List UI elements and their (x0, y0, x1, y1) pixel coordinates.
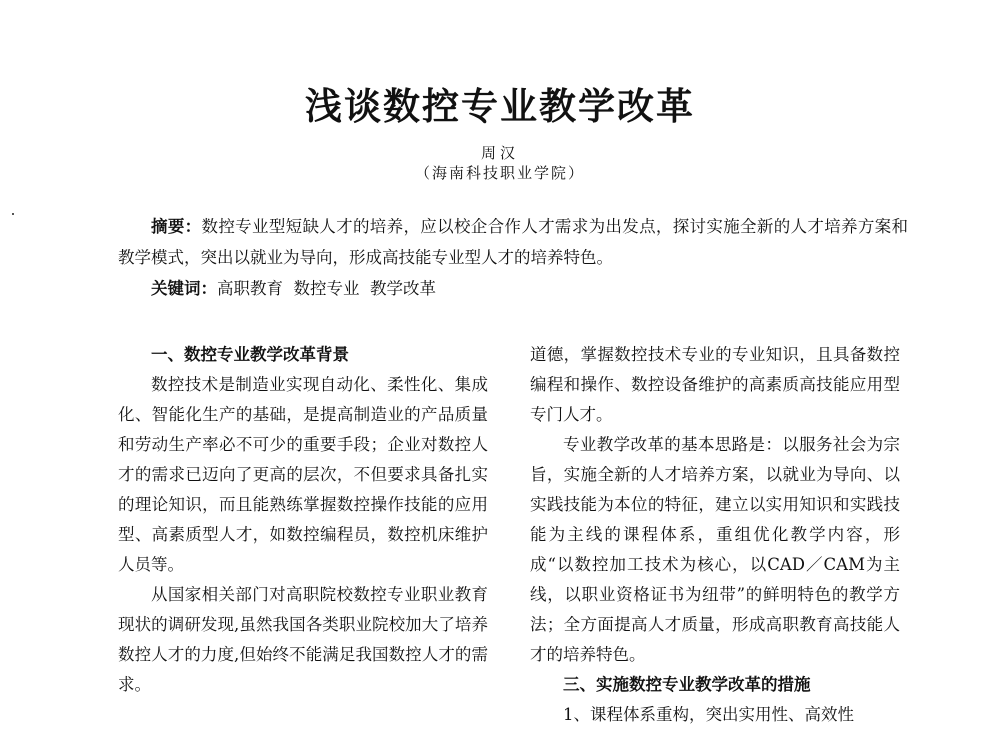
paragraph-reform-idea: 专业教学改革的基本思路是：以服务社会为宗旨，实施全新的人才培养方案，以就业为导向、以实践技能为本位的特征，建立以实用知识和实践技能为主线的课程体系，重组优化教学内容，形成“以数控加工技术为核心，以CAD／CAM为主线，以职业资格证书为纽带”的鲜明特色的教学方法；全方面提高人才质量，形成高职教育高技能人才的培养特色。 (530, 435, 900, 664)
left-column (118, 340, 488, 700)
scan-speck (12, 213, 14, 215)
paragraph-survey: 从国家相关部门对高职院校数控专业职业教育现状的调研发现,虽然我国各类职业院校加大了培养数控人才的力度,但始终不能满足我国数控人才的需求。 (118, 585, 488, 694)
keywords-label: 关键词： (151, 279, 217, 298)
abstract-label: 摘要： (151, 217, 202, 236)
subsection-heading-1: 1、课程体系重构，突出实用性、高效性 (563, 705, 854, 724)
paragraph-background: 数控技术是制造业实现自动化、柔性化、集成化、智能化生产的基础，是提高制造业的产品质量和劳动生产率必不可少的重要手段；企业对数控人才的需求已迈向了更高的层次，不但要求具备扎实的理论知识，而且能熟练掌握数控操作技能的应用型、高素质型人才，如数控编程员，数控机床维护人员等。 (118, 375, 488, 574)
keywords-text: 高职教育 数控专业 教学改革 (217, 279, 436, 298)
keywords (118, 273, 908, 304)
abstract (118, 211, 908, 273)
page-title: 浅谈数控专业教学改革 (305, 85, 695, 128)
paragraph-continued: 道德，掌握数控技术专业的专业知识，且具备数控编程和操作、数控设备维护的高素质高技能应用型专门人才。 (530, 345, 900, 424)
author-affiliation: （海南科技职业学院） (414, 164, 585, 182)
author-name: 周汉 (480, 144, 519, 162)
right-column (530, 340, 900, 730)
abstract-text: 数控专业型短缺人才的培养，应以校企合作人才需求为出发点，探讨实施全新的人才培养方案和教学模式，突出以就业为导向，形成高技能专业型人才的培养特色。 (118, 217, 909, 267)
section-heading-1: 一、数控专业教学改革背景 (151, 345, 349, 364)
section-heading-3: 三、实施数控专业教学改革的措施 (563, 675, 811, 694)
